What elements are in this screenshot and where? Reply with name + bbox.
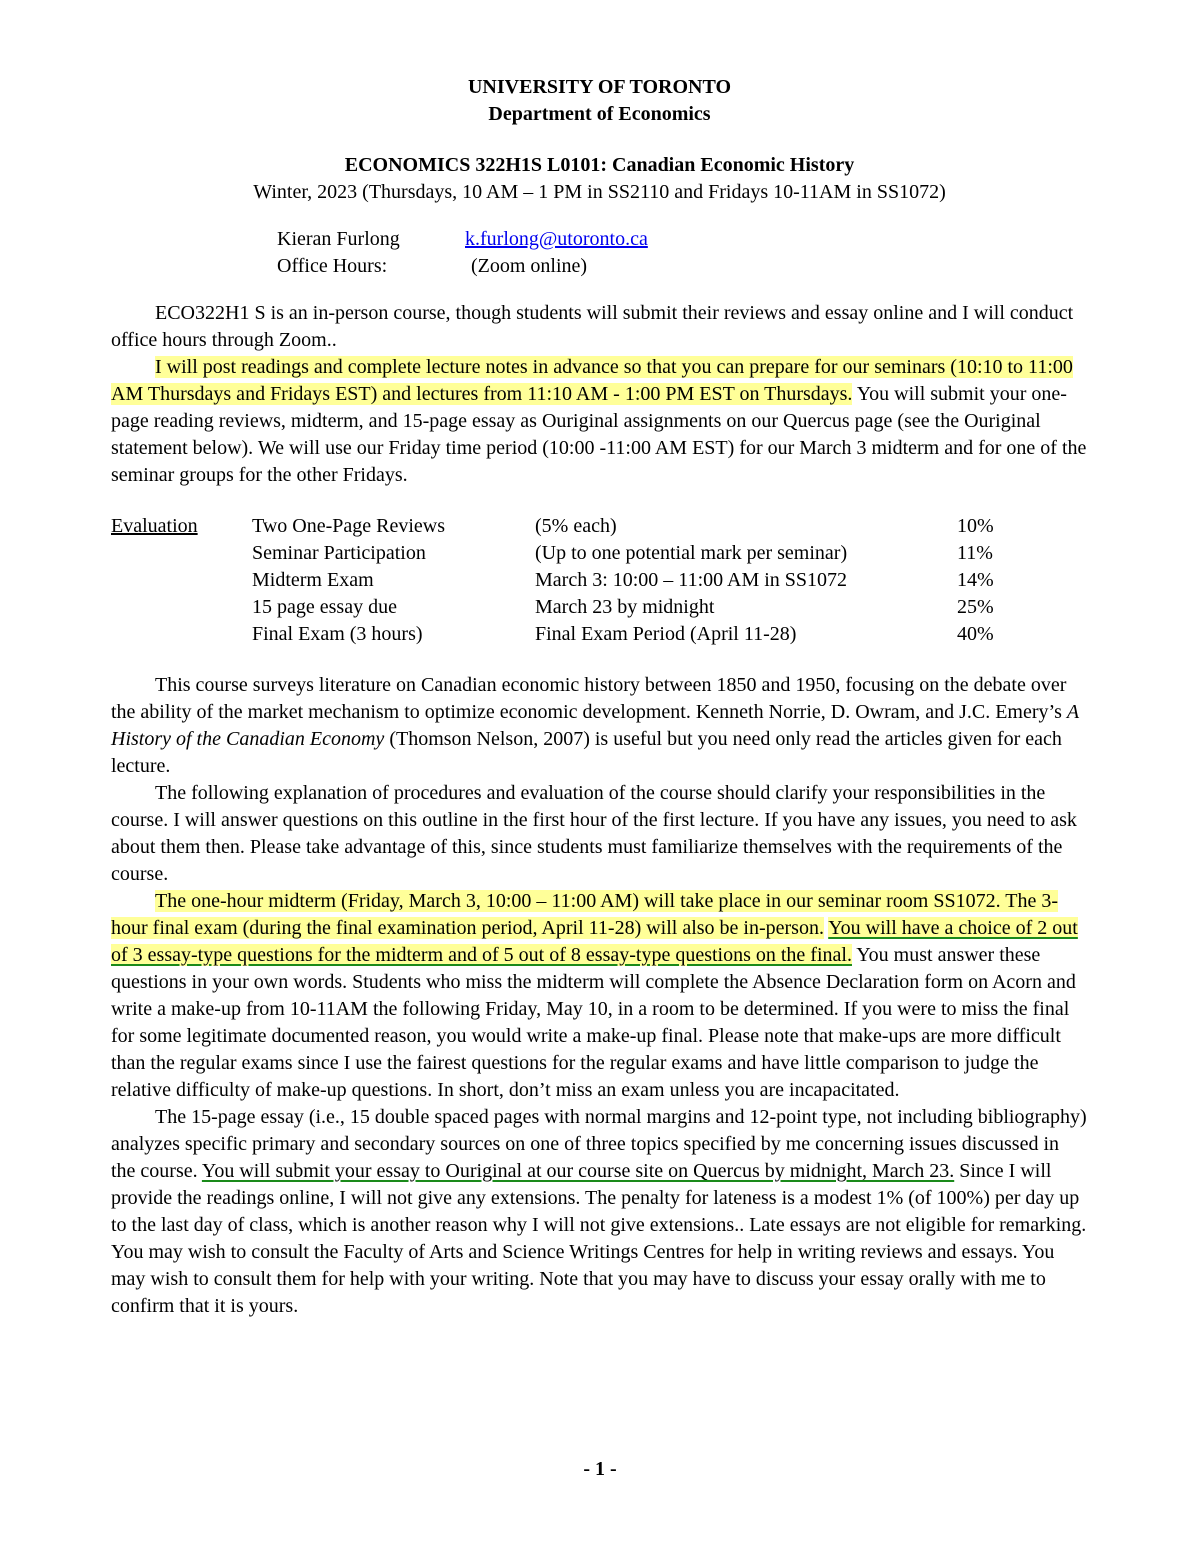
evaluation-label-cell bbox=[111, 540, 252, 567]
body-paragraph-essay bbox=[111, 1104, 1088, 1320]
highlighted-text: The one-hour midterm (Friday, March 3, 10:00 – 11:00 AM) will take place in our seminar room SS1072. The 3-hour final exam (during the final examination period, April 11-28) will also be in-person. bbox=[111, 890, 1058, 939]
contact-block bbox=[277, 226, 1088, 280]
page-number: - 1 - bbox=[583, 1458, 617, 1480]
evaluation-label: Evaluation bbox=[111, 515, 198, 537]
evaluation-row bbox=[111, 513, 1007, 540]
text-run: The 15-page essay (i.e., 15 double spaced pages with normal margins and 12-point type, not including bibliography) analyzes specific primary and secondary sources on one of three topics specified by me concerning issues discussed in the course. bbox=[111, 1106, 1087, 1182]
evaluation-weight: 10% bbox=[957, 515, 994, 537]
evaluation-table bbox=[111, 513, 1007, 648]
intro-paragraph-2-rest: You will submit your one-page reading reviews, midterm, and 15-page essay as Ouriginal assignments on our Quercus page (see the Ouriginal statement below). We will use our Friday time period (10:00 -11:00 AM EST) for our March 3 midterm and for one of the seminar groups for the other Fridays. bbox=[111, 383, 1087, 486]
evaluation-row bbox=[111, 594, 1007, 621]
underlined-text: You will submit your essay to Ouriginal at our course site on Quercus by midnight, March 23. bbox=[201, 1160, 955, 1182]
evaluation-detail: (5% each) bbox=[535, 515, 617, 537]
evaluation-row bbox=[111, 567, 1007, 594]
instructor-name: Kieran Furlong bbox=[277, 228, 400, 250]
evaluation-detail: March 23 by midnight bbox=[535, 596, 715, 618]
office-hours-value: (Zoom online) bbox=[471, 255, 588, 277]
evaluation-weight: 11% bbox=[957, 542, 993, 564]
body-paragraph-procedures: The following explanation of procedures and evaluation of the course should clarify your responsibilities in the course. I will answer questions on this outline in the first hour of the first lecture. If you have any issues, you need to ask about them then. Please take advantage of this, since students must familiarize themselves with the requirements of the course. bbox=[111, 782, 1077, 885]
intro-section bbox=[111, 300, 1088, 489]
evaluation-item: Final Exam (3 hours) bbox=[252, 623, 423, 645]
course-term: Winter, 2023 (Thursdays, 10 AM – 1 PM in SS2110 and Fridays 10-11AM in SS1072) bbox=[253, 181, 946, 203]
evaluation-label-cell bbox=[111, 567, 252, 594]
body-section bbox=[111, 672, 1088, 1320]
highlighted-text: I will post readings and complete lecture notes in advance so that you can prepare for our seminars (10:10 to 11:00 AM Thursdays and Fridays EST) and lectures from 11:10 AM - 1:00 PM EST on Thursdays. bbox=[111, 356, 1073, 405]
evaluation-row bbox=[111, 621, 1007, 648]
body-paragraph-surveys bbox=[111, 672, 1088, 780]
evaluation-label-cell bbox=[111, 621, 252, 648]
evaluation-weight: 14% bbox=[957, 569, 994, 591]
department-title: Department of Economics bbox=[488, 103, 711, 125]
book-title: A History of the Canadian Economy bbox=[111, 701, 1079, 750]
header bbox=[111, 74, 1088, 206]
intro-paragraph-1: ECO322H1 S is an in-person course, though students will submit their reviews and essay online and I will conduct office hours through Zoom.. bbox=[111, 302, 1074, 351]
evaluation-label-cell bbox=[111, 594, 252, 621]
evaluation-item: Two One-Page Reviews bbox=[252, 515, 445, 537]
evaluation-weight: 25% bbox=[957, 596, 994, 618]
office-hours-label: Office Hours: bbox=[277, 255, 388, 277]
evaluation-item: Seminar Participation bbox=[252, 542, 426, 564]
evaluation-label-cell bbox=[111, 513, 252, 540]
text-run: You must answer these questions in your own words. Students who miss the midterm will complete the Absence Declaration form on Acorn and write a make-up from 10-11AM the following Friday, May 10, in a room to be determined. If you were to miss the final for some legitimate documented reason, you would write a make-up final. Please note that make-ups are more difficult than the regular exams since I use the fairest questions for the regular exams and have little comparison to judge the relative difficulty of make-up questions. In short, don’t miss an exam unless you are incapacitated. bbox=[111, 944, 1076, 1101]
contact-row-name bbox=[277, 226, 1088, 253]
evaluation-detail: March 3: 10:00 – 11:00 AM in SS1072 bbox=[535, 569, 848, 591]
course-title: ECONOMICS 322H1S L0101: Canadian Economic History bbox=[344, 154, 855, 176]
evaluation-detail: Final Exam Period (April 11-28) bbox=[535, 623, 797, 645]
evaluation-item: Midterm Exam bbox=[252, 569, 374, 591]
evaluation-weight: 40% bbox=[957, 623, 994, 645]
highlighted-underlined-text: You will have a choice of 2 out of 3 essay-type questions for the midterm and of 5 out of 8 essay-type questions on the final. bbox=[111, 917, 1078, 966]
evaluation-detail: (Up to one potential mark per seminar) bbox=[535, 542, 848, 564]
text-run: This course surveys literature on Canadian economic history between 1850 and 1950, focusing on the debate over the ability of the market mechanism to optimize economic development. Kenneth Norrie, D. Owram, and J.C. Emery’s bbox=[111, 674, 1067, 723]
intro-paragraph-2 bbox=[111, 354, 1088, 489]
text-run: (Thomson Nelson, 2007) is useful but you need only read the articles given for each lecture. bbox=[111, 728, 1062, 777]
university-title: UNIVERSITY OF TORONTO bbox=[467, 76, 732, 98]
evaluation-item: 15 page essay due bbox=[252, 596, 397, 618]
evaluation-row bbox=[111, 540, 1007, 567]
contact-row-office bbox=[277, 253, 1088, 280]
body-paragraph-exams bbox=[111, 888, 1088, 1104]
text-run: Since I will provide the readings online, I will not give any extensions. The penalty for lateness is a modest 1% (of 100%) per day up to the last day of class, which is another reason why I will not give extensions.. Late essays are not eligible for remarking. You may wish to consult the Faculty of Arts and Science Writings Centres for help in writing reviews and essays. You may wish to consult them for help with your writing. Note that you may have to discuss your essay orally with me to confirm that it is yours. bbox=[111, 1160, 1087, 1317]
instructor-email-link[interactable]: k.furlong@utoronto.ca bbox=[465, 228, 648, 250]
